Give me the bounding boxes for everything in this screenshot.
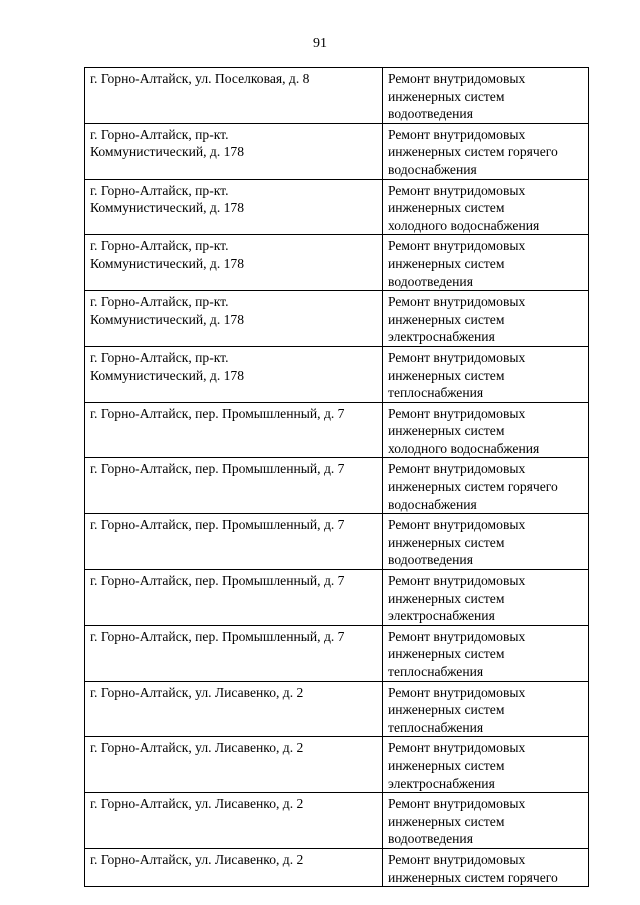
address-cell: г. Горно-Алтайск, пр-кт. Коммунистический, д. 178 bbox=[85, 179, 383, 235]
work-type-cell: Ремонт внутридомовых инженерных систем водоотведения bbox=[383, 68, 589, 124]
work-type-cell: Ремонт внутридомовых инженерных систем теплоснабжения bbox=[383, 346, 589, 402]
address-cell: г. Горно-Алтайск, пер. Промышленный, д. 7 bbox=[85, 625, 383, 681]
table-row bbox=[85, 625, 589, 681]
address-cell: г. Горно-Алтайск, пер. Промышленный, д. 7 bbox=[85, 514, 383, 570]
address-cell: г. Горно-Алтайск, пр-кт. Коммунистический, д. 178 bbox=[85, 291, 383, 347]
work-type-cell: Ремонт внутридомовых инженерных систем электроснабжения bbox=[383, 737, 589, 793]
table-row bbox=[85, 179, 589, 235]
table-row bbox=[85, 235, 589, 291]
address-cell: г. Горно-Алтайск, ул. Поселковая, д. 8 bbox=[85, 68, 383, 124]
work-type-cell: Ремонт внутридомовых инженерных систем электроснабжения bbox=[383, 291, 589, 347]
table-row bbox=[85, 848, 589, 886]
table-row bbox=[85, 681, 589, 737]
address-cell: г. Горно-Алтайск, пр-кт. Коммунистический, д. 178 bbox=[85, 235, 383, 291]
work-type-cell: Ремонт внутридомовых инженерных систем горячего bbox=[383, 848, 589, 886]
work-type-cell: Ремонт внутридомовых инженерных систем горячего водоснабжения bbox=[383, 123, 589, 179]
table-row bbox=[85, 793, 589, 849]
work-type-cell: Ремонт внутридомовых инженерных систем горячего водоснабжения bbox=[383, 458, 589, 514]
work-type-cell: Ремонт внутридомовых инженерных систем водоотведения bbox=[383, 514, 589, 570]
address-cell: г. Горно-Алтайск, ул. Лисавенко, д. 2 bbox=[85, 681, 383, 737]
address-cell: г. Горно-Алтайск, пр-кт. Коммунистический, д. 178 bbox=[85, 346, 383, 402]
table-row bbox=[85, 346, 589, 402]
address-cell: г. Горно-Алтайск, пер. Промышленный, д. 7 bbox=[85, 402, 383, 458]
table-row bbox=[85, 570, 589, 626]
work-type-cell: Ремонт внутридомовых инженерных систем холодного водоснабжения bbox=[383, 179, 589, 235]
table-row bbox=[85, 402, 589, 458]
table-row bbox=[85, 123, 589, 179]
table-row bbox=[85, 68, 589, 124]
address-cell: г. Горно-Алтайск, ул. Лисавенко, д. 2 bbox=[85, 848, 383, 886]
address-cell: г. Горно-Алтайск, ул. Лисавенко, д. 2 bbox=[85, 737, 383, 793]
works-table bbox=[84, 67, 589, 887]
work-type-cell: Ремонт внутридомовых инженерных систем водоотведения bbox=[383, 235, 589, 291]
table-row bbox=[85, 737, 589, 793]
table-row bbox=[85, 291, 589, 347]
work-type-cell: Ремонт внутридомовых инженерных систем теплоснабжения bbox=[383, 625, 589, 681]
table-row bbox=[85, 458, 589, 514]
work-type-cell: Ремонт внутридомовых инженерных систем теплоснабжения bbox=[383, 681, 589, 737]
page-number: 91 bbox=[313, 36, 327, 51]
work-type-cell: Ремонт внутридомовых инженерных систем холодного водоснабжения bbox=[383, 402, 589, 458]
address-cell: г. Горно-Алтайск, пер. Промышленный, д. 7 bbox=[85, 570, 383, 626]
work-type-cell: Ремонт внутридомовых инженерных систем водоотведения bbox=[383, 793, 589, 849]
address-cell: г. Горно-Алтайск, пер. Промышленный, д. 7 bbox=[85, 458, 383, 514]
table-row bbox=[85, 514, 589, 570]
address-cell: г. Горно-Алтайск, пр-кт. Коммунистический, д. 178 bbox=[85, 123, 383, 179]
address-cell: г. Горно-Алтайск, ул. Лисавенко, д. 2 bbox=[85, 793, 383, 849]
work-type-cell: Ремонт внутридомовых инженерных систем электроснабжения bbox=[383, 570, 589, 626]
